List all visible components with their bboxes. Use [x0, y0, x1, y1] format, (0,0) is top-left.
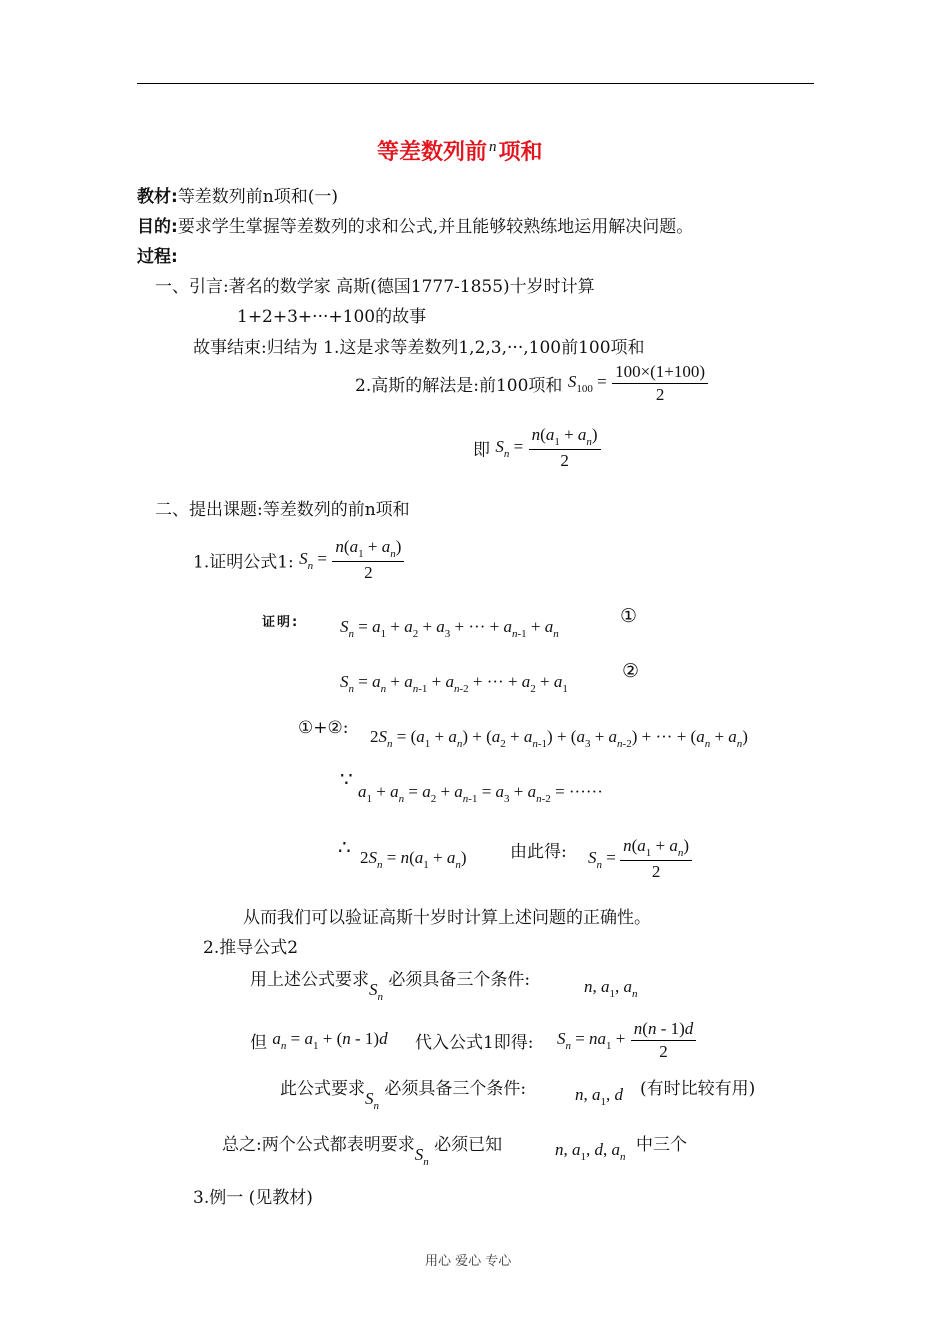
conditions-3: n, $a_1$, d, $a_n$ [555, 1140, 626, 1163]
equation-2: $S_n = a_n + a_{n-1} + a_{n-2}$ + ··· + $a_2 + a_1$ [340, 672, 568, 695]
section2-heading: 二、提出课题:等差数列的前n项和 [155, 500, 410, 520]
formula-sn-intro: 即 $S_n$ = $\frac{n(a_1 + a_n)}{2}$ [473, 425, 601, 471]
equation-sum: $2S_n = (a_1 + a_n) + (a_2 + a_{n-1}) + (a_3 + a_{n-2})$ + ··· + $(a_n + a_n)$ [370, 727, 748, 750]
conditions-2: n, $a_1$, d [575, 1085, 623, 1108]
story-end-line: 故事结束:归结为 1.这是求等差数列1,2,3,···,100前100项和 [193, 338, 645, 358]
therefore-symbol: ∴ [338, 835, 351, 859]
conditions-1: n, $a_1$, $a_n$ [584, 977, 638, 1000]
useful-note: (有时比较有用) [640, 1079, 756, 1099]
header-rule [137, 83, 814, 84]
equation-1: $S_n = a_1 + a_2 + a_3$ + ··· + $a_{n-1} + a_n$ [340, 617, 559, 640]
sum-story-line: 1+2+3+···+100的故事 [237, 307, 427, 327]
result-formula: $S_n$ = $\frac{n(a_1 + a_n)}{2}$ [588, 836, 692, 882]
but-line: 但 $a_n = a_1 + (n - 1)d$ 代入公式1即得: $S_n = na_1$ + $\frac{n(n - 1)d}{2}$ [250, 1019, 696, 1062]
mark-1: ① [620, 605, 638, 627]
use-formula-line: 用上述公式要求$S_n$ 必须具备三个条件: [250, 970, 531, 1003]
sum-marks: ①+②: [298, 718, 349, 738]
equation-2sn: $2S_n = n(a_1 + a_n)$ [360, 848, 467, 871]
page-footer: 用心 爱心 专心 [425, 1254, 512, 1269]
summary-end: 中三个 [636, 1135, 687, 1155]
process-label: 过程: [137, 247, 178, 267]
thus-get-label: 由此得: [510, 842, 567, 862]
mark-2: ② [622, 660, 640, 682]
verify-line: 从而我们可以验证高斯十岁时计算上述问题的正确性。 [243, 908, 651, 928]
this-formula-line: 此公式要求$S_n$ 必须具备三个条件: [280, 1079, 527, 1112]
page-title: 等差数列前 $^n$项和 [377, 139, 543, 165]
textbook-line: 教材:等差数列前n项和(一) [137, 187, 339, 207]
gauss-method-line: 2.高斯的解法是:前100项和 $S_{100}$ = $\frac{100\times(1+100)}{2}$ [355, 362, 708, 405]
item2-line: 2.推导公式2 [203, 938, 299, 958]
item3-line: 3.例一 (见教材) [193, 1188, 313, 1208]
proof-label: 证明: [262, 615, 300, 630]
purpose-line: 目的:要求学生掌握等差数列的求和公式,并且能够较熟练地运用解决问题。 [137, 217, 694, 237]
equation-pairs: $a_1 + a_n = a_2 + a_{n-1} = a_3 + a_{n-2}$ = ······ [358, 782, 603, 805]
gauss-fraction: $\frac{100\times(1+100)}{2}$ [612, 362, 708, 405]
item1-line: 1.证明公式1: $S_n$ = $\frac{n(a_1 + a_n)}{2}$ [193, 537, 404, 583]
because-symbol: ∵ [340, 767, 353, 791]
summary-line: 总之:两个公式都表明要求$S_n$ 必须已知 [222, 1135, 503, 1168]
intro-line: 一、引言:著名的数学家 高斯(德国1777-1855)十岁时计算 [155, 277, 595, 297]
